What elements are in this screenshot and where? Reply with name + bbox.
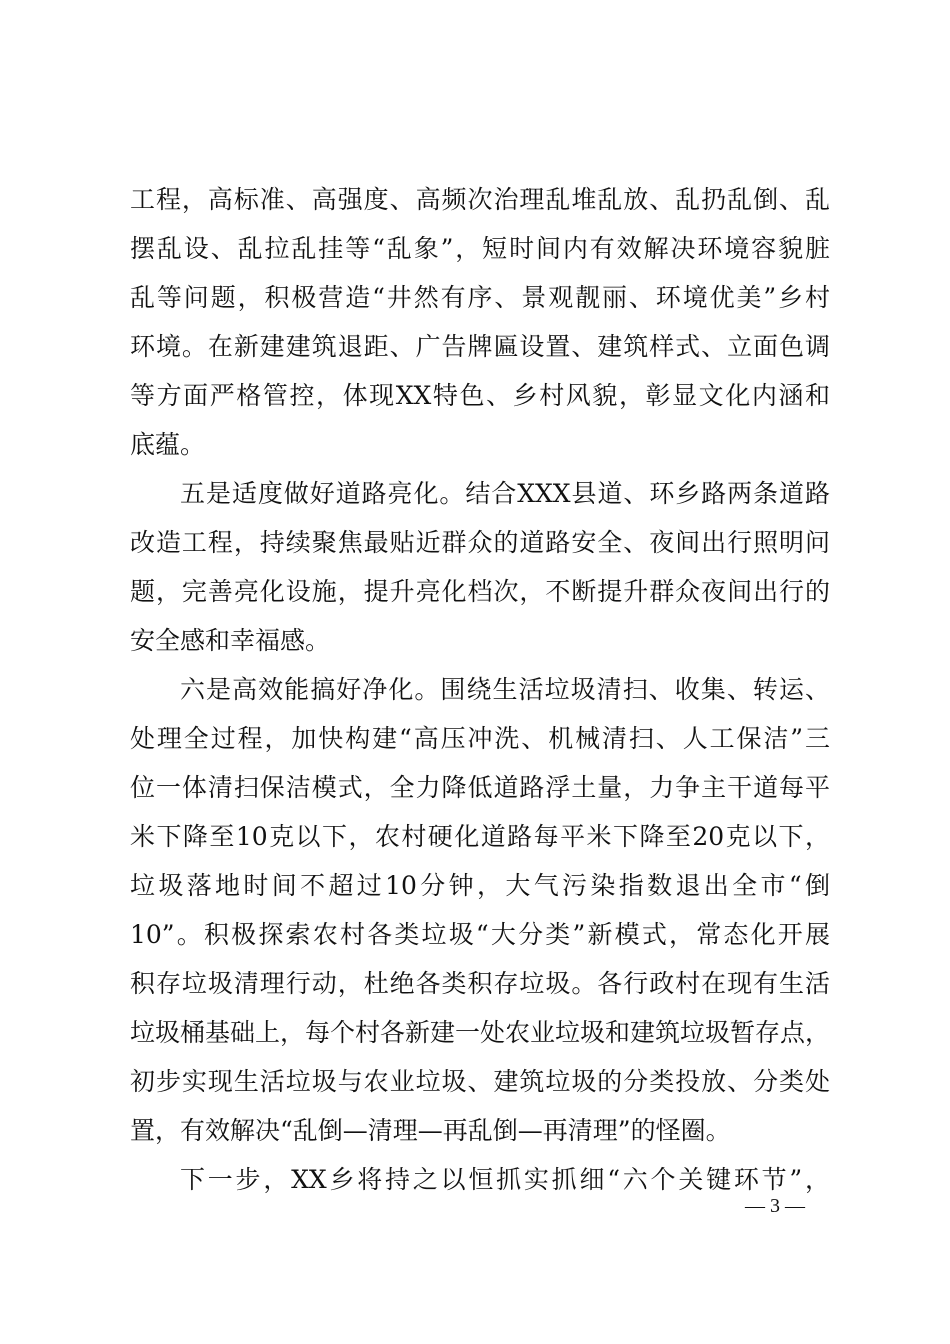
text-line: 10”。积极探索农村各类垃圾“大分类”新模式，常态化开展 bbox=[130, 920, 830, 949]
text-line: 垃圾桶基础上，每个村各新建一处农业垃圾和建筑垃圾暂存点， bbox=[130, 1018, 831, 1047]
paragraph-first-line: 下一步，XX乡将持之以恒抓实抓细“六个关键环节”， bbox=[180, 1165, 830, 1194]
text-line: 题，完善亮化设施，提升亮化档次，不断提升群众夜间出行的 bbox=[130, 577, 830, 606]
text-line: 米下降至10克以下，农村硬化道路每平米下降至20克以下， bbox=[130, 822, 830, 851]
text-line: 置，有效解决“乱倒—清理—再乱倒—再清理”的怪圈。 bbox=[130, 1116, 731, 1145]
paragraph-first-line: 六是高效能搞好净化。围绕生活垃圾清扫、收集、转运、 bbox=[180, 675, 830, 704]
text-line: 安全感和幸福感。 bbox=[130, 626, 331, 655]
text-line: 底蕴。 bbox=[130, 430, 206, 459]
text-line: 等方面严格管控，体现XX特色、乡村风貌，彰显文化内涵和 bbox=[130, 381, 830, 410]
text-line: 摆乱设、乱拉乱挂等“乱象”，短时间内有效解决环境容貌脏 bbox=[130, 234, 830, 263]
text-line: 乱等问题，积极营造“井然有序、景观靓丽、环境优美”乡村 bbox=[130, 283, 830, 312]
text-line: 工程，高标准、高强度、高频次治理乱堆乱放、乱扔乱倒、乱 bbox=[130, 185, 830, 214]
page-number: — 3 — bbox=[745, 1195, 805, 1217]
paragraph-first-line: 五是适度做好道路亮化。结合XXX县道、环乡路两条道路 bbox=[180, 479, 830, 508]
text-line: 改造工程，持续聚焦最贴近群众的道路安全、夜间出行照明问 bbox=[130, 528, 830, 557]
text-line: 初步实现生活垃圾与农业垃圾、建筑垃圾的分类投放、分类处 bbox=[130, 1067, 830, 1096]
text-line: 垃圾落地时间不超过10分钟，大气污染指数退出全市“倒 bbox=[130, 871, 830, 900]
text-line: 位一体清扫保洁模式，全力降低道路浮土量，力争主干道每平 bbox=[130, 773, 830, 802]
text-line: 积存垃圾清理行动，杜绝各类积存垃圾。各行政村在现有生活 bbox=[130, 969, 830, 998]
text-line: 处理全过程，加快构建“高压冲洗、机械清扫、人工保洁”三 bbox=[130, 724, 830, 753]
text-line: 环境。在新建建筑退距、广告牌匾设置、建筑样式、立面色调 bbox=[130, 332, 830, 361]
